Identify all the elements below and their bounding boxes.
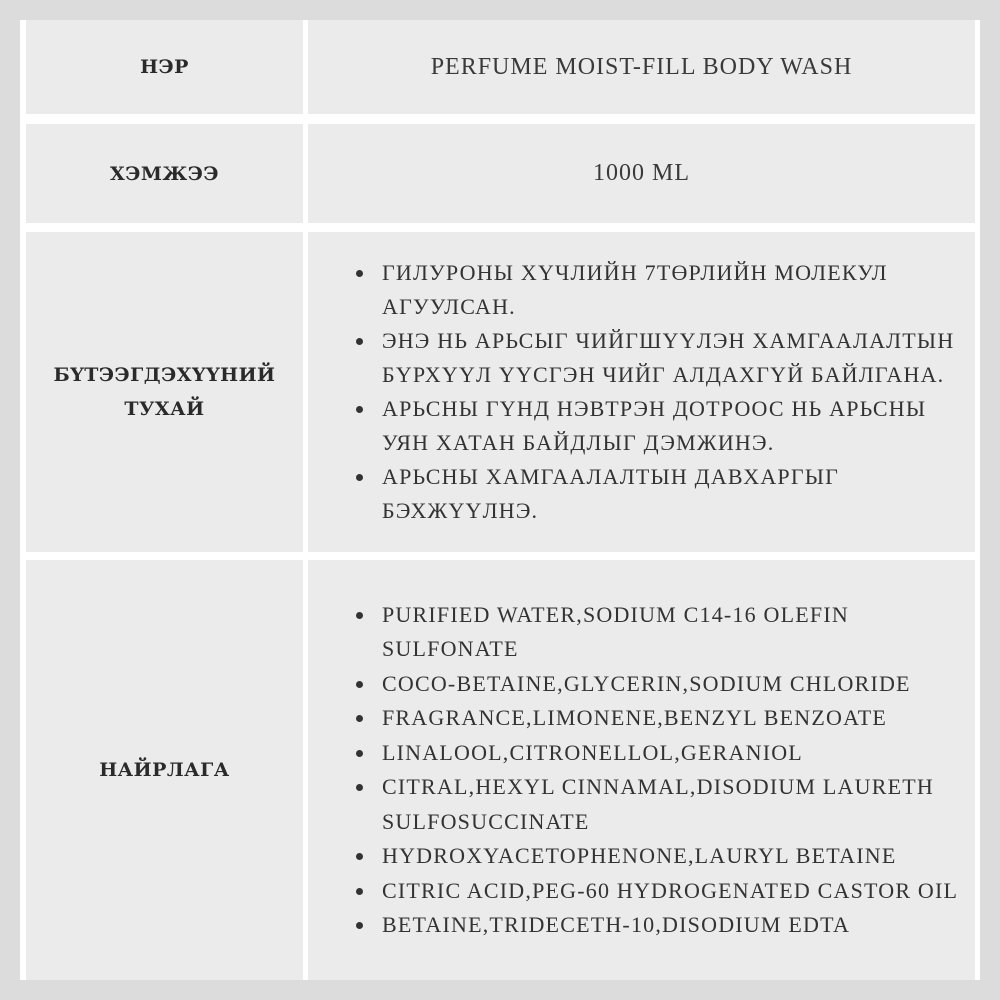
size-value: 1000 ML — [593, 160, 690, 186]
product-info-table — [20, 20, 980, 980]
list-item: FRAGRANCE,LIMONENE,BENZYL BENZOATE — [356, 701, 963, 736]
list-item: CITRIC ACID,PEG-60 HYDROGENATED CASTOR OIL — [356, 874, 963, 909]
size-value-cell — [308, 124, 975, 223]
name-value-cell — [308, 20, 975, 114]
name-label-cell — [26, 20, 303, 114]
size-label: ХЭМЖЭЭ — [109, 162, 220, 185]
ingredients-label: НАЙРЛАГА — [99, 759, 230, 781]
list-item: COCO-BETAINE,GLYCERIN,SODIUM CHLORIDE — [356, 667, 963, 702]
ingredients-value-cell — [308, 560, 975, 980]
list-item: CITRAL,HEXYL CINNAMAL,DISODIUM LAURETH SULFOSUCCINATE — [356, 770, 963, 839]
about-label — [53, 358, 275, 426]
list-item: АРЬСНЫ ГҮНД НЭВТРЭН ДОТРООС НЬ АРЬСНЫ УЯН ХАТАН БАЙДЛЫГ ДЭМЖИНЭ. — [356, 392, 967, 460]
about-value-cell — [308, 232, 975, 552]
about-label-line1: БҮТЭЭГДЭХҮҮНИЙ — [53, 364, 276, 386]
list-item: ГИЛУРОНЫ ХҮЧЛИЙН 7ТӨРЛИЙН МОЛЕКУЛ АГУУЛСАН. — [356, 256, 967, 324]
product-name-value: PERFUME MOIST-FILL BODY WASH — [430, 53, 853, 80]
about-label-line2: ТУХАЙ — [124, 398, 205, 420]
ingredients-list — [308, 598, 963, 943]
list-item: LINALOOL,CITRONELLOL,GERANIOL — [356, 736, 963, 771]
size-label-cell — [26, 124, 303, 223]
list-item: BETAINE,TRIDECETH-10,DISODIUM EDTA — [356, 908, 963, 943]
about-list — [308, 256, 967, 528]
ingredients-label-cell — [26, 560, 303, 980]
name-label: НЭР — [140, 56, 189, 78]
list-item: HYDROXYACETOPHENONE,LAURYL BETAINE — [356, 839, 963, 874]
list-item: PURIFIED WATER,SODIUM C14-16 OLEFIN SULFONATE — [356, 598, 963, 667]
about-label-cell — [26, 232, 303, 552]
list-item: ЭНЭ НЬ АРЬСЫГ ЧИЙГШҮҮЛЭН ХАМГААЛАЛТЫН БҮРХҮҮЛ ҮҮСГЭН ЧИЙГ АЛДАХГҮЙ БАЙЛГАНА. — [356, 324, 967, 392]
list-item: АРЬСНЫ ХАМГААЛАЛТЫН ДАВХАРГЫГ БЭХЖҮҮЛНЭ. — [356, 460, 967, 528]
